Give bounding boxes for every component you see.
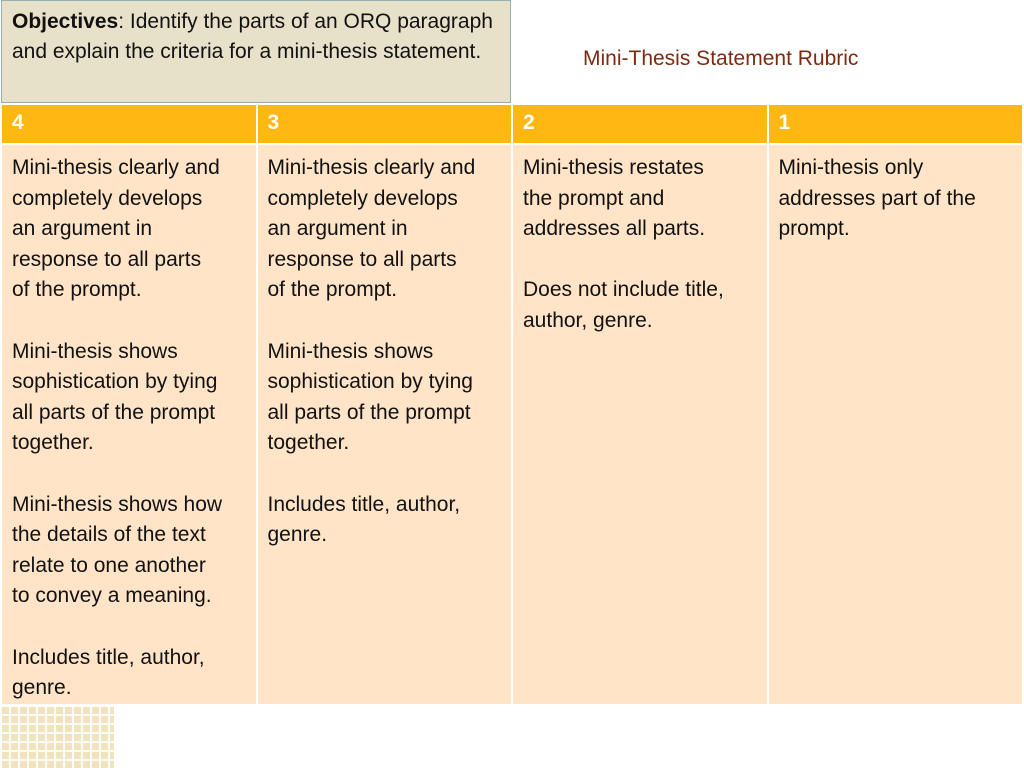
- score-header-2: 2: [512, 104, 768, 144]
- criteria-cell-4: [1, 144, 257, 705]
- rubric-table: [0, 103, 1024, 706]
- rubric-header-row: [1, 104, 1023, 144]
- criteria-cell-3: [257, 144, 513, 705]
- criteria-paragraph: Does not include title, author, genre.: [523, 278, 724, 332]
- criteria-paragraph: Mini-thesis shows how the details of the text relate to one another to convey a meaning.: [12, 492, 223, 608]
- criteria-paragraph: Mini-thesis only addresses part of the prompt.: [778, 156, 976, 241]
- score-header-1: 1: [768, 104, 1024, 144]
- criteria-paragraph: Includes title, author, genre.: [267, 492, 461, 547]
- slide-title: Mini-Thesis Statement Rubric: [583, 47, 859, 70]
- criteria-paragraph: Mini-thesis clearly and completely develops an argument in response to all parts of the prompt.: [12, 156, 220, 302]
- criteria-paragraph: Mini-thesis shows sophistication by tying all parts of the prompt together.: [267, 339, 473, 455]
- decorative-corner-pattern: [0, 707, 114, 768]
- score-header-3: 3: [257, 104, 513, 144]
- objectives-text: : Identify the parts of an ORQ paragraph and explain the criteria for a mini-thesis statement.: [12, 10, 493, 63]
- criteria-cell-1: [768, 144, 1024, 705]
- criteria-paragraph: Mini-thesis shows sophistication by tying all parts of the prompt together.: [12, 339, 218, 455]
- score-header-4: 4: [1, 104, 257, 144]
- criteria-paragraph: Includes title, author, genre.: [12, 645, 205, 700]
- criteria-cell-2: [512, 144, 768, 705]
- criteria-paragraph: Mini-thesis clearly and completely develops an argument in response to all parts of the prompt.: [267, 156, 476, 302]
- rubric-criteria-row: [1, 144, 1023, 705]
- objectives-box: [1, 0, 511, 103]
- objectives-label: Objectives: [12, 10, 119, 33]
- criteria-paragraph: Mini-thesis restates the prompt and addresses all parts.: [523, 156, 706, 241]
